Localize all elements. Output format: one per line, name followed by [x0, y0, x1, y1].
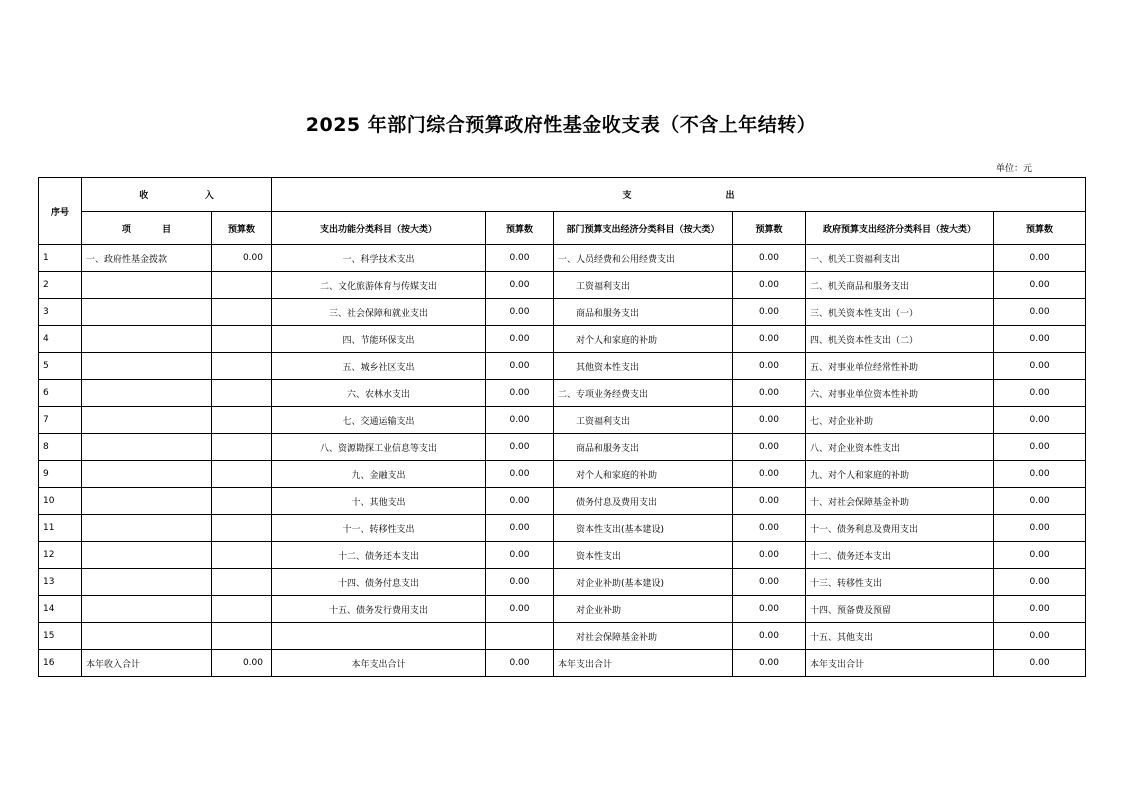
func-amount [486, 623, 554, 650]
dept-amount: 0.00 [733, 488, 806, 515]
income-item [82, 461, 212, 488]
header-func-budget: 预算数 [486, 212, 554, 245]
gov-econ-item: 四、机关资本性支出（二） [806, 326, 994, 353]
func-class-item: 三、社会保障和就业支出 [272, 299, 486, 326]
header-func-class: 支出功能分类科目（按大类） [272, 212, 486, 245]
table-row [39, 461, 1086, 488]
gov-econ-item: 七、对企业补助 [806, 407, 994, 434]
dept-econ-item: 工资福利支出 [554, 407, 733, 434]
income-item [82, 515, 212, 542]
gov-econ-item: 九、对个人和家庭的补助 [806, 461, 994, 488]
income-amount [212, 434, 272, 461]
income-item [82, 623, 212, 650]
func-class-item: 本年支出合计 [272, 650, 486, 677]
func-amount: 0.00 [486, 542, 554, 569]
func-class-item: 六、农林水支出 [272, 380, 486, 407]
dept-amount: 0.00 [733, 434, 806, 461]
dept-econ-item: 商品和服务支出 [554, 299, 733, 326]
dept-econ-item: 对个人和家庭的补助 [554, 326, 733, 353]
dept-econ-item: 二、专项业务经费支出 [554, 380, 733, 407]
func-class-item: 七、交通运输支出 [272, 407, 486, 434]
header-income-budget: 预算数 [212, 212, 272, 245]
gov-econ-item: 一、机关工资福利支出 [806, 245, 994, 272]
func-amount: 0.00 [486, 461, 554, 488]
gov-amount: 0.00 [994, 596, 1086, 623]
func-class-item [272, 623, 486, 650]
row-seq: 8 [39, 434, 82, 461]
func-amount: 0.00 [486, 326, 554, 353]
dept-amount: 0.00 [733, 299, 806, 326]
table-row [39, 488, 1086, 515]
gov-econ-item: 十四、预备费及预留 [806, 596, 994, 623]
gov-econ-item: 十一、债务利息及费用支出 [806, 515, 994, 542]
row-seq: 11 [39, 515, 82, 542]
income-amount [212, 299, 272, 326]
income-amount: 0.00 [212, 245, 272, 272]
func-class-item: 十五、债务发行费用支出 [272, 596, 486, 623]
row-seq: 12 [39, 542, 82, 569]
dept-econ-item: 本年支出合计 [554, 650, 733, 677]
income-item [82, 596, 212, 623]
income-item [82, 353, 212, 380]
gov-amount: 0.00 [994, 542, 1086, 569]
income-amount [212, 407, 272, 434]
page-title: 2025 年部门综合预算政府性基金收支表（不含上年结转） [305, 114, 817, 136]
income-item: 本年收入合计 [82, 650, 212, 677]
header-gov-budget: 预算数 [994, 212, 1086, 245]
dept-econ-item: 对企业补助 [554, 596, 733, 623]
header-item: 项 目 [82, 212, 212, 245]
gov-econ-item: 五、对事业单位经常性补助 [806, 353, 994, 380]
budget-table [38, 177, 1086, 677]
func-amount: 0.00 [486, 272, 554, 299]
gov-amount: 0.00 [994, 407, 1086, 434]
dept-amount: 0.00 [733, 596, 806, 623]
dept-econ-item: 对企业补助(基本建设) [554, 569, 733, 596]
income-item [82, 272, 212, 299]
dept-econ-item: 商品和服务支出 [554, 434, 733, 461]
table-row [39, 542, 1086, 569]
dept-amount: 0.00 [733, 515, 806, 542]
func-class-item: 一、科学技术支出 [272, 245, 486, 272]
income-item [82, 326, 212, 353]
gov-amount: 0.00 [994, 245, 1086, 272]
dept-econ-item: 对社会保障基金补助 [554, 623, 733, 650]
func-amount: 0.00 [486, 407, 554, 434]
func-class-item: 九、金融支出 [272, 461, 486, 488]
func-amount: 0.00 [486, 434, 554, 461]
func-amount: 0.00 [486, 650, 554, 677]
gov-econ-item: 十五、其他支出 [806, 623, 994, 650]
income-item [82, 380, 212, 407]
dept-econ-item: 资本性支出(基本建设) [554, 515, 733, 542]
func-class-item: 五、城乡社区支出 [272, 353, 486, 380]
table-row [39, 299, 1086, 326]
row-seq: 3 [39, 299, 82, 326]
gov-amount: 0.00 [994, 650, 1086, 677]
func-class-item: 十一、转移性支出 [272, 515, 486, 542]
income-amount [212, 461, 272, 488]
func-class-item: 二、文化旅游体育与传媒支出 [272, 272, 486, 299]
unit-label: 单位：元 [996, 164, 1033, 174]
gov-amount: 0.00 [994, 272, 1086, 299]
func-amount: 0.00 [486, 380, 554, 407]
gov-amount: 0.00 [994, 353, 1086, 380]
func-class-item: 十二、债务还本支出 [272, 542, 486, 569]
gov-amount: 0.00 [994, 515, 1086, 542]
gov-amount: 0.00 [994, 299, 1086, 326]
row-seq: 15 [39, 623, 82, 650]
table-row [39, 596, 1086, 623]
func-amount: 0.00 [486, 488, 554, 515]
func-amount: 0.00 [486, 353, 554, 380]
gov-econ-item: 十三、转移性支出 [806, 569, 994, 596]
dept-amount: 0.00 [733, 353, 806, 380]
dept-econ-item: 对个人和家庭的补助 [554, 461, 733, 488]
gov-amount: 0.00 [994, 461, 1086, 488]
func-class-item: 四、节能环保支出 [272, 326, 486, 353]
gov-amount: 0.00 [994, 434, 1086, 461]
income-amount [212, 488, 272, 515]
dept-amount: 0.00 [733, 623, 806, 650]
gov-amount: 0.00 [994, 326, 1086, 353]
income-amount [212, 569, 272, 596]
dept-amount: 0.00 [733, 326, 806, 353]
income-amount [212, 623, 272, 650]
header-row-2 [39, 212, 1086, 245]
header-gov-econ: 政府预算支出经济分类科目（按大类） [806, 212, 994, 245]
income-amount [212, 326, 272, 353]
income-item [82, 542, 212, 569]
table-row [39, 434, 1086, 461]
gov-econ-item: 本年支出合计 [806, 650, 994, 677]
dept-econ-item: 工资福利支出 [554, 272, 733, 299]
income-item: 一、政府性基金拨款 [82, 245, 212, 272]
gov-amount: 0.00 [994, 623, 1086, 650]
income-item [82, 569, 212, 596]
gov-amount: 0.00 [994, 569, 1086, 596]
func-amount: 0.00 [486, 245, 554, 272]
gov-econ-item: 十二、债务还本支出 [806, 542, 994, 569]
income-item [82, 434, 212, 461]
header-dept-econ: 部门预算支出经济分类科目（按大类） [554, 212, 733, 245]
header-seq: 序号 [39, 178, 82, 245]
table-row [39, 272, 1086, 299]
row-seq: 10 [39, 488, 82, 515]
func-class-item: 十、其他支出 [272, 488, 486, 515]
row-seq: 2 [39, 272, 82, 299]
table-row [39, 650, 1086, 677]
dept-amount: 0.00 [733, 542, 806, 569]
table-row [39, 380, 1086, 407]
gov-econ-item: 三、机关资本性支出（一） [806, 299, 994, 326]
row-seq: 5 [39, 353, 82, 380]
income-amount [212, 272, 272, 299]
row-seq: 16 [39, 650, 82, 677]
income-amount [212, 353, 272, 380]
header-expense: 支 出 [272, 178, 1086, 212]
row-seq: 14 [39, 596, 82, 623]
func-amount: 0.00 [486, 515, 554, 542]
income-item [82, 407, 212, 434]
row-seq: 13 [39, 569, 82, 596]
dept-econ-item: 资本性支出 [554, 542, 733, 569]
row-seq: 9 [39, 461, 82, 488]
income-item [82, 299, 212, 326]
table-row [39, 515, 1086, 542]
income-amount [212, 542, 272, 569]
table-row [39, 326, 1086, 353]
dept-amount: 0.00 [733, 380, 806, 407]
row-seq: 7 [39, 407, 82, 434]
gov-econ-item: 十、对社会保障基金补助 [806, 488, 994, 515]
income-amount [212, 515, 272, 542]
dept-amount: 0.00 [733, 272, 806, 299]
dept-amount: 0.00 [733, 461, 806, 488]
dept-amount: 0.00 [733, 650, 806, 677]
gov-amount: 0.00 [994, 380, 1086, 407]
dept-econ-item: 一、人员经费和公用经费支出 [554, 245, 733, 272]
row-seq: 1 [39, 245, 82, 272]
income-amount: 0.00 [212, 650, 272, 677]
gov-econ-item: 二、机关商品和服务支出 [806, 272, 994, 299]
func-class-item: 八、资源勘探工业信息等支出 [272, 434, 486, 461]
header-row-1 [39, 178, 1086, 212]
table-row [39, 623, 1086, 650]
header-dept-budget: 预算数 [733, 212, 806, 245]
header-income: 收 入 [82, 178, 272, 212]
income-amount [212, 380, 272, 407]
gov-amount: 0.00 [994, 488, 1086, 515]
gov-econ-item: 六、对事业单位资本性补助 [806, 380, 994, 407]
table-row [39, 407, 1086, 434]
func-amount: 0.00 [486, 569, 554, 596]
dept-amount: 0.00 [733, 245, 806, 272]
gov-econ-item: 八、对企业资本性支出 [806, 434, 994, 461]
table-row [39, 245, 1086, 272]
dept-econ-item: 其他资本性支出 [554, 353, 733, 380]
table-row [39, 569, 1086, 596]
row-seq: 6 [39, 380, 82, 407]
func-amount: 0.00 [486, 299, 554, 326]
income-item [82, 488, 212, 515]
dept-amount: 0.00 [733, 407, 806, 434]
table-row [39, 353, 1086, 380]
row-seq: 4 [39, 326, 82, 353]
income-amount [212, 596, 272, 623]
dept-amount: 0.00 [733, 569, 806, 596]
func-amount: 0.00 [486, 596, 554, 623]
func-class-item: 十四、债务付息支出 [272, 569, 486, 596]
dept-econ-item: 债务付息及费用支出 [554, 488, 733, 515]
